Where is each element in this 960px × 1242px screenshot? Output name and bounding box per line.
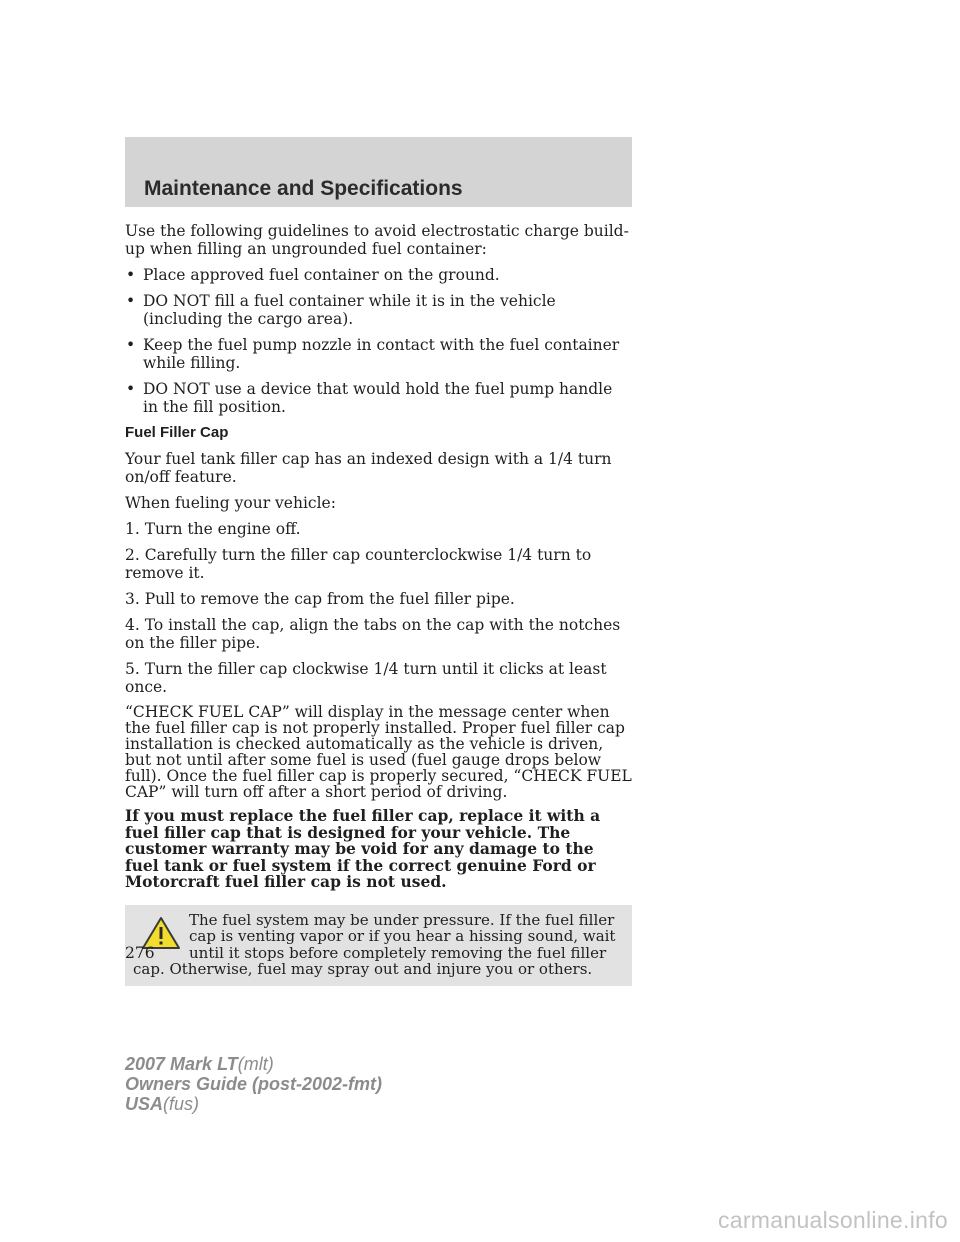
footer-market: USA (125, 1094, 164, 1114)
footer-market-code: (fus) (163, 1094, 200, 1114)
watermark: carmanualsonline.info (717, 1207, 948, 1233)
intro-paragraph: Use the following guidelines to avoid electrostatic charge build-up when filling an ungrounded fuel container: (125, 222, 629, 258)
warning-box (125, 905, 632, 986)
warning-text: The fuel system may be under pressure. If the fuel filler cap is venting vapor or if you hear a hissing sound, wait until it stops before completely removing the fuel filler cap. Otherwise, fuel may spray out and injure you or others. (133, 910, 616, 978)
guideline-list (125, 266, 632, 416)
guideline-item (125, 336, 632, 372)
footer-line-model (125, 1054, 382, 1074)
guideline-text: DO NOT use a device that would hold the fuel pump handle in the fill position. (143, 380, 613, 416)
section-title: Maintenance and Specifications (144, 177, 463, 200)
guideline-text: DO NOT fill a fuel container while it is in the vehicle (including the cargo area). (143, 292, 556, 328)
section-header-band (125, 137, 632, 207)
bullet-glyph: • (126, 292, 136, 310)
fueling-lead: When fueling your vehicle: (125, 494, 336, 512)
footer-guide: Owners Guide (post-2002-fmt) (125, 1074, 383, 1094)
guideline-item (125, 292, 632, 328)
step-item: 1. Turn the engine off. (125, 520, 301, 538)
step-item: 2. Carefully turn the filler cap counterclockwise 1/4 turn to remove it. (125, 546, 592, 582)
bullet-glyph: • (126, 336, 136, 354)
page-content (125, 222, 632, 986)
replacement-cap-warning: If you must replace the fuel filler cap, replace it with a fuel filler cap that is designed for your vehicle. The customer warranty may be void for any damage to the fuel tank or fuel system if the correct genuine Ford or Motorcraft fuel filler cap is not used. (125, 806, 601, 891)
guideline-item (125, 380, 632, 416)
filler-cap-description: Your fuel tank filler cap has an indexed design with a 1/4 turn on/off feature. (125, 450, 612, 486)
page-number: 276 (125, 944, 155, 962)
footer-model: 2007 Mark LT (125, 1054, 238, 1074)
step-item: 3. Pull to remove the cap from the fuel filler pipe. (125, 590, 515, 608)
bullet-glyph: • (126, 380, 136, 398)
fuel-filler-cap-heading: Fuel Filler Cap (125, 424, 229, 441)
document-footer (125, 1054, 382, 1114)
guideline-item (125, 266, 632, 284)
guideline-text: Keep the fuel pump nozzle in contact with the fuel container while filling. (143, 336, 620, 372)
footer-model-code: (mlt) (237, 1054, 274, 1074)
step-item: 5. Turn the filler cap clockwise 1/4 turn until it clicks at least once. (125, 660, 607, 696)
step-item: 4. To install the cap, align the tabs on the cap with the notches on the filler pipe. (125, 616, 621, 652)
check-fuel-cap-note: “CHECK FUEL CAP” will display in the message center when the fuel filler cap is not properly installed. Proper fuel filler cap installation is checked automatically as the vehicle is driven, but not until after some fuel is used (fuel gauge drops below full). Once the fuel filler cap is properly secured, “CHECK FUEL CAP” will turn off after a short period of driving. (125, 703, 632, 801)
bullet-glyph: • (126, 266, 136, 284)
footer-line-guide (125, 1074, 382, 1094)
footer-line-market (125, 1094, 382, 1114)
guideline-text: Place approved fuel container on the ground. (143, 266, 500, 284)
